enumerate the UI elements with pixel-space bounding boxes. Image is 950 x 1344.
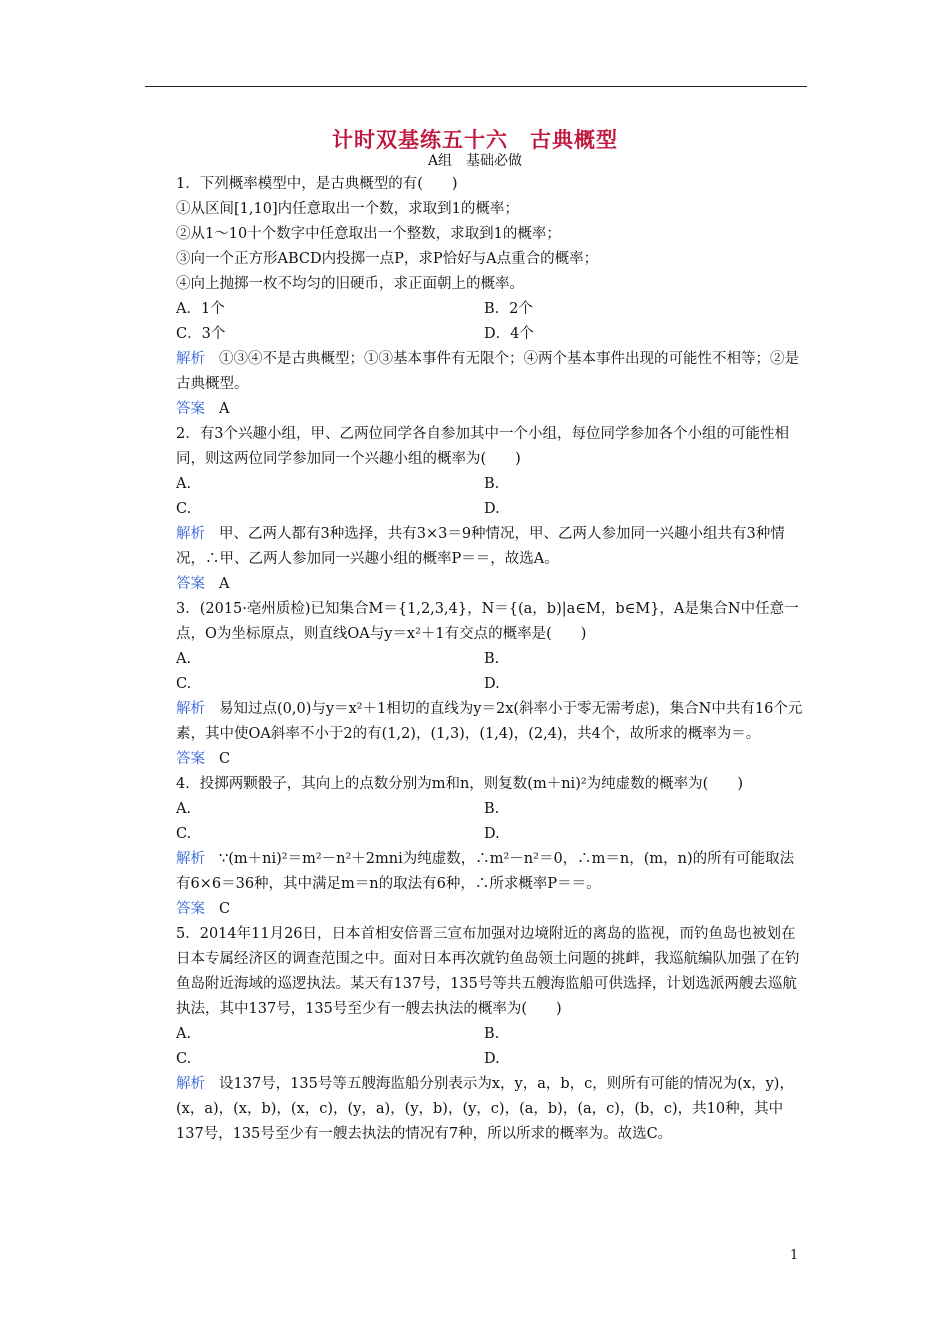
question-list (146, 172, 808, 1147)
options-row (146, 672, 808, 697)
option-c: C. (176, 826, 192, 842)
analysis-label: 解析 (176, 526, 205, 542)
option-c: C. (176, 501, 192, 517)
page-number: 1 (790, 1248, 799, 1263)
analysis-text: ①③④不是古典概型；①③基本事件有无限个；④两个基本事件出现的可能性不相等；②是古典概型。 (176, 351, 799, 392)
answer-value: A (219, 576, 230, 592)
answer-value: C (219, 751, 231, 767)
analysis-text: 易知过点(0,0)与y＝x²＋1相切的直线为y＝2x(斜率小于零无需考虑)，集合N中共有16个元素，其中使OA斜率不小于2的有(1,2)，(1,3)，(1,4)，(2,4)，共4个，故所求的概率为＝。 (176, 701, 803, 742)
analysis-text: 甲、乙两人都有3种选择，共有3×3＝9种情况，甲、乙两人参加同一兴趣小组共有3种情况，∴甲、乙两人参加同一兴趣小组的概率P＝＝，故选A。 (176, 526, 785, 567)
question-item: ③向一个正方形ABCD内投掷一点P，求P恰好与A点重合的概率； (176, 251, 599, 267)
answer (146, 747, 808, 772)
question-item: ①从区间[1,10]内任意取出一个数，求取到1的概率； (176, 201, 519, 217)
options-row (146, 1022, 808, 1047)
answer-label: 答案 (176, 576, 205, 592)
option-d: D. (484, 1051, 500, 1067)
option-d: D．4个 (484, 326, 534, 342)
option-a: A. (176, 476, 192, 492)
option-a: A. (176, 801, 192, 817)
option-c: C. (176, 676, 192, 692)
options-row (146, 1047, 808, 1072)
analysis (146, 522, 808, 572)
answer (146, 572, 808, 597)
options-row (146, 497, 808, 522)
question-stem: 5．2014年11月26日，日本首相安倍晋三宣布加强对边境附近的离岛的监视，而钓鱼岛也被划在日本专属经济区的调查范围之中。面对日本再次就钓鱼岛领土问题的挑衅，我巡航编队加强了在钓鱼岛附近海域的巡逻执法。某天有137号，135号等共五艘海监船可供选择，计划选派两艘去巡航执法，其中137号，135号至少有一艘去执法的概率为( ) (176, 926, 800, 1017)
answer-label: 答案 (176, 751, 205, 767)
analysis-text: 设137号，135号等五艘海监船分别表示为x，y，a，b，c，则所有可能的情况为(x，y)，(x，a)，(x，b)，(x，c)，(y，a)，(y，b)，(y，c)，(a，b)，(a，c)，(b，c)，共10种，其中137号，135号至少有一艘去执法的情况有7种，所以所求的概率为。故选C。 (176, 1076, 794, 1142)
option-b: B. (484, 1026, 500, 1042)
options-row (146, 647, 808, 672)
question-stem: 1．下列概率模型中，是古典概型的有( ) (176, 176, 458, 192)
answer (146, 397, 808, 422)
option-c: C．3个 (176, 326, 226, 342)
option-a: A. (176, 1026, 192, 1042)
analysis-label: 解析 (176, 701, 205, 717)
analysis (146, 347, 808, 397)
options-row (146, 822, 808, 847)
options-row (146, 797, 808, 822)
answer (146, 897, 808, 922)
analysis (146, 697, 808, 747)
option-b: B．2个 (484, 301, 533, 317)
option-d: D. (484, 826, 500, 842)
analysis-label: 解析 (176, 351, 205, 367)
question-item: ②从1～10十个数字中任意取出一个整数，求取到1的概率； (176, 226, 561, 242)
question-item: ④向上抛掷一枚不均匀的旧硬币，求正面朝上的概率。 (176, 276, 524, 292)
options-row (146, 472, 808, 497)
answer-label: 答案 (176, 401, 205, 417)
option-d: D. (484, 676, 500, 692)
option-b: B. (484, 476, 500, 492)
analysis (146, 847, 808, 897)
option-b: B. (484, 651, 500, 667)
analysis (146, 1072, 808, 1147)
answer-value: A (219, 401, 230, 417)
answer-label: 答案 (176, 901, 205, 917)
answer-value: C (219, 901, 231, 917)
header-rule (145, 86, 807, 87)
analysis-label: 解析 (176, 851, 205, 867)
option-a: A. (176, 651, 192, 667)
option-d: D. (484, 501, 500, 517)
option-a: A．1个 (176, 301, 225, 317)
page-title: 计时双基练五十六 古典概型 (332, 127, 618, 152)
question-stem: 2．有3个兴趣小组，甲、乙两位同学各自参加其中一个小组，每位同学参加各个小组的可能性相同，则这两位同学参加同一个兴趣小组的概率为( ) (176, 426, 789, 467)
options-row (146, 297, 808, 322)
analysis-text: ∵(m＋ni)²＝m²－n²＋2mni为纯虚数，∴m²－n²＝0，∴m＝n，(m，n)的所有可能取法有6×6＝36种，其中满足m＝n的取法有6种，∴所求概率P＝＝。 (176, 851, 795, 892)
question-stem: 4．投掷两颗骰子，其向上的点数分别为m和n，则复数(m＋ni)²为纯虚数的概率为( ) (176, 776, 743, 792)
option-b: B. (484, 801, 500, 817)
analysis-label: 解析 (176, 1076, 205, 1092)
section-subtitle: A组 基础必做 (427, 153, 523, 169)
options-row (146, 322, 808, 347)
question-stem: 3．(2015·亳州质检)已知集合M＝{1,2,3,4}，N＝{(a，b)|a∈M，b∈M}，A是集合N中任意一点，O为坐标原点，则直线OA与y＝x²＋1有交点的概率是( ) (176, 601, 799, 642)
option-c: C. (176, 1051, 192, 1067)
